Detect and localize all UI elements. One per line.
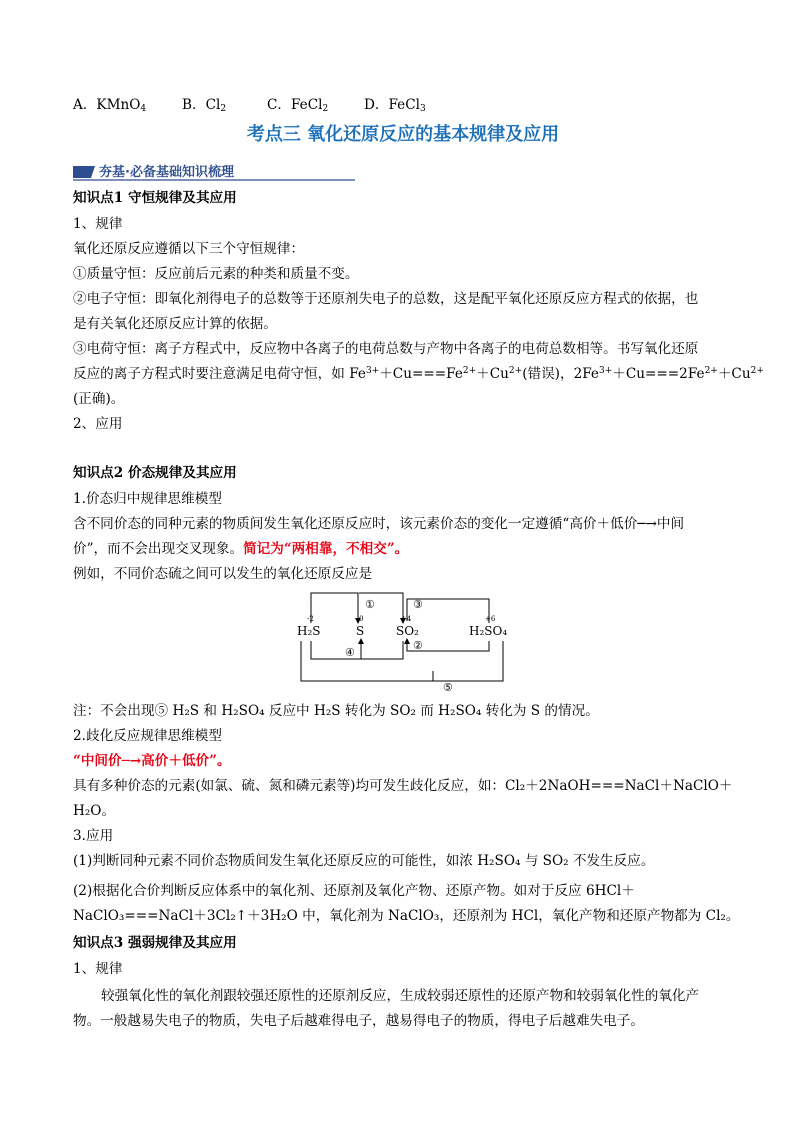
k1-p4b: 反应的离子方程式时要注意满足电荷守恒，如 $Fe^{3+}+Cu===Fe^{2+}+Cu^{2+}$(错误)，$2Fe^{3+}+Cu===2Fe^{2+}+Cu^{2+}$ — [73, 366, 764, 382]
banner-label: 夯基·必备基础知识梳理 — [99, 165, 234, 180]
k2-p1a: 含不同价态的同种元素的物质间发生氧化还原反应时，该元素价态的变化一定遵循“高价＋低价─→中间 — [73, 516, 685, 532]
k1-p3a: ②电子守恒：即氧化剂得电子的总数等于还原剂失电子的总数，这是配平氧化还原反应方程式的依据，也 — [73, 291, 699, 307]
k1-sub2: 2、应用 — [73, 416, 123, 432]
species-h2s: H₂S — [297, 624, 321, 638]
answer-options — [73, 95, 426, 115]
k1-heading: 知识点1 守恒规律及其应用 — [73, 190, 237, 206]
k1-p1: 氧化还原反应遵循以下三个守恒规律： — [73, 241, 305, 257]
marker-1: ① — [365, 598, 375, 611]
k2-p3b: H₂O。 — [73, 803, 116, 819]
valence-h2s: -2 — [307, 615, 314, 623]
sulfur-valence-diagram — [293, 585, 513, 697]
arrow-1 — [311, 593, 358, 623]
k2-p2: 例如，不同价态硫之间可以发生的氧化还原反应是 — [73, 566, 373, 582]
valence-so2: +4 — [401, 615, 412, 623]
k1-p3b: 是有关氧化还原反应计算的依据。 — [73, 316, 277, 332]
option-c: C．FeCl$_2$ — [267, 97, 329, 114]
section-title: 考点三 氧化还原反应的基本规律及应用 — [246, 124, 560, 145]
section-banner — [73, 160, 355, 182]
valence-s: 0 — [359, 615, 364, 623]
species-s: S — [356, 624, 365, 638]
k1-p2: ①质量守恒：反应前后元素的种类和质量不变。 — [73, 266, 359, 282]
option-d: D．FeCl$_3$ — [364, 97, 426, 114]
k3-p1a: 较强氧化性的氧化剂跟较强还原性的还原剂反应，生成较弱还原性的还原产物和较弱氧化性的氧化产 — [101, 988, 700, 1004]
k2-sub2: 2.歧化反应规律思维模型 — [73, 728, 222, 744]
marker-5: ⑤ — [443, 681, 453, 694]
k3-p1b: 物。一般越易失电子的物质，失电子后越难得电子，越易得电子的物质，得电子后越难失电子。 — [73, 1013, 644, 1029]
k1-sub1: 1、规律 — [73, 216, 123, 232]
k3-sub1: 1、规律 — [73, 961, 123, 977]
marker-4: ④ — [345, 646, 355, 659]
arrow-5 — [301, 641, 503, 681]
k2-note: 注：不会出现⑤ H₂S 和 H₂SO₄ 反应中 H₂S 转化为 SO₂ 而 H₂SO₄ 转化为 S 的情况。 — [73, 703, 599, 719]
species-so2: SO₂ — [396, 624, 419, 638]
species-h2so4: H₂SO₄ — [469, 624, 508, 638]
option-b: B．$Cl_2$ — [182, 97, 227, 114]
k3-heading: 知识点3 强弱规律及其应用 — [73, 935, 237, 951]
arrow-4 — [311, 641, 403, 659]
k2-heading: 知识点2 价态规律及其应用 — [73, 465, 237, 481]
option-a: A．KMnO$_4$ — [73, 97, 147, 114]
k2-sub1: 1.价态归中规律思维模型 — [73, 491, 222, 507]
k1-p4c: (正确)。 — [73, 391, 125, 407]
k2-highlight: 简记为“两相靠，不相交”。 — [243, 541, 409, 557]
k2-p5b: NaClO₃===NaCl＋3Cl₂↑＋3H₂O 中，氧化剂为 NaClO₃，还原剂为 HCl，氧化产物和还原产物都为 Cl₂。 — [73, 908, 740, 924]
valence-h2so4: +6 — [485, 615, 496, 623]
k2-p3a: 具有多种价态的元素(如氯、硫、氮和磷元素等)均可发生歧化反应，如：Cl₂＋2NaOH===NaCl＋NaClO＋ — [73, 778, 733, 794]
k2-p1b: 价”，而不会出现交叉现象。简记为“两相靠，不相交”。 — [73, 541, 409, 557]
k1-p4a: ③电荷守恒：离子方程式中，反应物中各离子的电荷总数与产物中各离子的电荷总数相等。书写氧化还原 — [73, 341, 699, 357]
k2-sub3: 3.应用 — [73, 828, 114, 844]
k2-p4: (1)判断同种元素不同价态物质间发生氧化还原反应的可能性，如浓 H₂SO₄ 与 SO₂ 不发生反应。 — [73, 853, 655, 869]
k2-red2: “中间价─→高价＋低价”。 — [73, 753, 231, 769]
k2-p5a: (2)根据化合价判断反应体系中的氧化剂、还原剂及氧化产物、还原产物。如对于反应 6HCl＋ — [73, 883, 635, 899]
marker-3: ③ — [413, 598, 423, 611]
marker-2: ② — [413, 639, 423, 652]
